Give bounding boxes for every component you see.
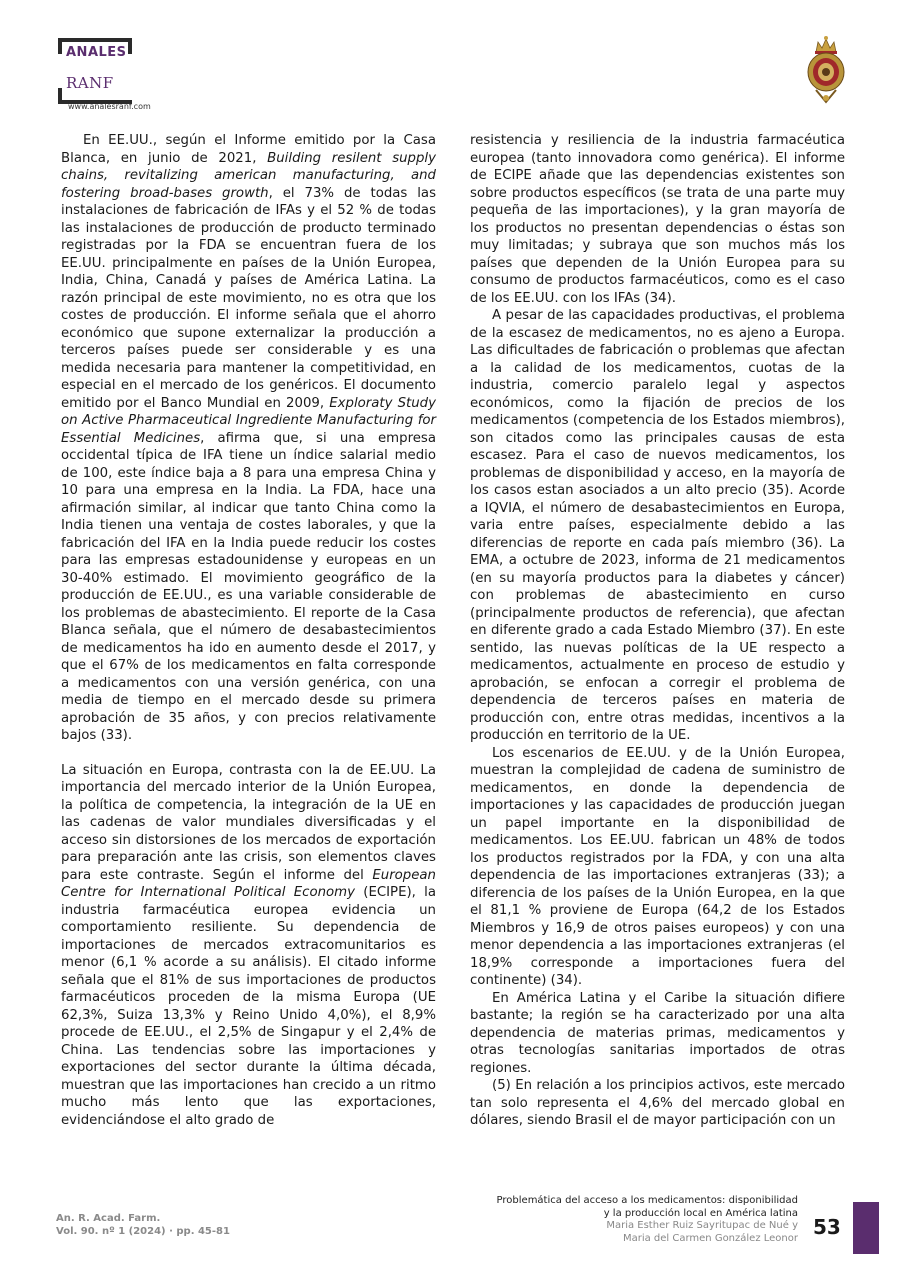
- page-tab-marker: [853, 1202, 879, 1254]
- report-title: European Centre for International Political Economy: [61, 867, 436, 900]
- right-column: [470, 132, 845, 1130]
- logo-ranf-text: RANF: [66, 74, 114, 92]
- article-authors-line: Maria Esther Ruiz Sayritupac de Nué y: [606, 1220, 798, 1231]
- paragraph: Los escenarios de EE.UU. y de la Unión Europea, muestran la complejidad de cadena de suministro de medicamentos, en donde la dependencia de importaciones y las capacidades de producción juegan un papel importante en la disponibilidad de medicamentos. Los EE.UU. fabrican un 48% de todos los productos registrados por la FDA, y con una alta dependencia de las importaciones extranjeras (33); a diferencia de los países de la Unión Europea, en la que el 81,1 % proviene de Europa (64,2 de los Estados Miembros y 16,9 de otros paises europeos) y con una menor dependencia a las importaciones extranjeras (el 18,9% corresponde a importaciones fuera del continente) (34).: [470, 745, 845, 988]
- article-title-line: y la producción local en América latina: [603, 1207, 798, 1219]
- article-info: [378, 1195, 798, 1245]
- page-number: 53: [813, 1215, 841, 1239]
- journal-logo: [56, 36, 176, 116]
- journal-volume: Vol. 90. nº 1 (2024) · pp. 45-81: [56, 1226, 230, 1237]
- text-run: En EE.UU., según el Informe emitido por la Casa Blanca, en junio de 2021,: [61, 133, 436, 166]
- journal-citation: [56, 1212, 230, 1238]
- paragraph: A pesar de las capacidades productivas, el problema de la escasez de medicamentos, no es ajeno a Europa. Las dificultades de fabricación o problemas que afectan a la calidad de los medicamentos, cuotas de la industria, comercio paralelo legal y aspectos económicos, como la fijación de precios de los medicamentos (competencia de los Estados miembros), son citados como las principales causas de esta escasez. Para el caso de nuevos medicamentos, los problemas de disponibilidad y acceso, en la mayoría de los casos estan asociados a un alto precio (35). Acorde a IQVIA, el número de desabastecimientos en Europa, varia entre países, especialmente debido a las diferencias de reporte en cada país miembro (36). La EMA, a octubre de 2023, informa de 21 medicamentos (en su mayoría productos para la diabetes y cáncer) con problemas de abastecimiento en curso (principalmente productos de referencia), que afectan en diferente grado a cada Estado Miembro (37). En este sentido, las nuevas políticas de la UE respecto a medicamentos, actualmente en proceso de estudio y aprobación, se enfocan a corregir el problema de dependencia de terceros países en materia de producción con, entre otras medidas, incentivos a la producción en territorio de la UE.: [470, 308, 845, 743]
- text-run: , el 73% de todas las instalaciones de fabricación de IFAs y el 52 % de todas las instalaciones de producción de producto terminado registradas por la FDA se encuentran fuera de los EE.UU. principalmente en países de la Unión Europea, India, China, Canadá y países de América Latina. La razón principal de este movimiento, no es otra que los costes de producción. El informe señala que el ahorro económico que supone externalizar la producción a terceros países puede ser considerable y es una medida necesaria para mantener la competitividad, en especial en el mercado de los genéricos. El documento emitido por el Banco Mundial en 2009,: [61, 185, 437, 411]
- report-title: Building resilent supply chains, revitalizing american manufacturing, and fostering broad-bases growth: [61, 150, 436, 201]
- journal-name: An. R. Acad. Farm.: [56, 1213, 161, 1224]
- text-run: (ECIPE), la industria farmacéutica europea evidencia un comportamiento resiliente. Su dependencia de importaciones de mercados extracomunitarios es menor (6,1 % acorde a su análisis). El citado informe señala que el 81% de sus importaciones de productos farmacéuticos proceden de la misma Europa (UE 62,3%, Suiza 13,3% y Reino Unido 4,0%), el 8,9% procede de EE.UU., el 2,5% de Singapur y el 2,4% de China. Las tendencias sobre las importaciones y exportaciones del sector durante la última década, muestran que las importaciones han crecido a un ritmo mucho más lento que las exportaciones, evidenciándose el alto grado de: [61, 885, 436, 1128]
- text-run: La situación en Europa, contrasta con la de EE.UU. La importancia del mercado interior de la Unión Europea, la política de competencia, la integración de la UE en las cadenas de valor mundiales diversificadas y el acceso sin distorsiones de los mercados de exportación para preparación ante las crisis, son elementos claves para este contraste. Según el informe del: [61, 762, 436, 883]
- paragraph: (5) En relación a los principios activos, este mercado tan solo representa el 4,6% del mercado global en dólares, siendo Brasil el de mayor participación con un: [470, 1078, 845, 1128]
- logo-bracket: [58, 38, 132, 42]
- report-title: Exploraty Study on Active Pharmaceutical Ingrediente Manufacturing for Essential Medicines: [61, 395, 436, 446]
- logo-bracket: [128, 38, 132, 54]
- paragraph: resistencia y resiliencia de la industria farmacéutica europea (tanto innovadora como genérica). El informe de ECIPE añade que las dependencias existentes son sobre productos específicos (se trata de una parte muy pequeña de las importaciones), y la gran mayoría de los productos no presentan dependencias o éstas son muy limitadas; y subraya que son muchos más los países que dependen de la Unión Europea para su consumo de productos farmacéuticos, como es el caso de los EE.UU. con los IFAs (34).: [470, 133, 845, 306]
- paragraph: [61, 132, 436, 745]
- logo-url[interactable]: www.analesranf.com: [68, 102, 151, 111]
- logo-anales-text: ANALES: [66, 45, 127, 60]
- academy-crest-icon: [802, 34, 850, 104]
- paragraph: En América Latina y el Caribe la situación difiere bastante; la región se ha caracterizado por una alta dependencia de materias primas, medicamentos y otras tecnologías sanitarias importados de otras regiones.: [470, 990, 845, 1076]
- article-title-line: Problemática del acceso a los medicamentos: disponibilidad: [496, 1195, 798, 1206]
- article-authors-line: Maria del Carmen González Leonor: [622, 1232, 798, 1244]
- paragraph: [61, 762, 436, 1130]
- text-run: , afirma que, si una empresa occidental típica de IFA tiene un índice salarial medio de 100, este índice baja a 8 para una empresa China y 10 para una empresa en la India. La FDA, hace una afirmación similar, al indicar que tanto China como la India tienen una ventaja de costes laborales, y que la fabricación del IFA en la India puede reducir los costes para las empresas estadounidense y europeas en un 30-40% estimado. El movimiento geográfico de la producción de EE.UU., es una variable considerable de los problemas de abastecimiento. El reporte de la Casa Blanca señala, que el número de desabastecimientos de medicamentos ha ido en aumento desde el 2017, y que el 67% de los medicamentos en falta corresponde a medicamentos con una versión genérica, con una media de tiempo en el mercado desde su primera aprobación de 35 años, y con precios relativamente bajos (33).: [61, 430, 437, 743]
- left-column: [61, 132, 436, 1129]
